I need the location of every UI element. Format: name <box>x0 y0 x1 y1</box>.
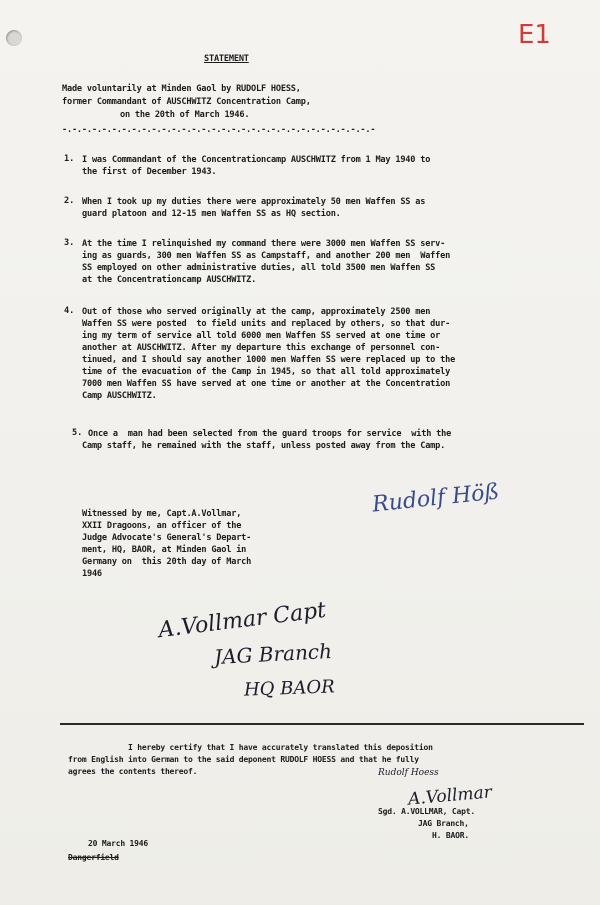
certification-line-1: I hereby certify that I have accurately translated this deposition <box>128 743 433 752</box>
certification-date-struck: Dangerfield <box>68 853 119 862</box>
paragraph-5-number: 5. <box>72 428 83 438</box>
horizontal-rule <box>60 723 584 725</box>
certification-small-signature: Rudolf Hoess <box>378 768 439 778</box>
separator-line: -.-.-.-.-.-.-.-.-.-.-.-.-.-.-.-.-.-.-.-.-.-.-.-.-.-.-.-.-.-.-.- <box>62 125 376 135</box>
intro-line-1: Made voluntarily at Minden Gaol by RUDOLF HOESS, <box>62 84 301 94</box>
witness-line-3: Judge Advocate's General's Depart- <box>82 533 252 543</box>
punch-hole <box>6 30 22 46</box>
certification-line-2: from English into German to the said deponent RUDOLF HOESS and that he fully <box>68 755 419 764</box>
certification-signed-line-3: H. BAOR. <box>432 831 469 840</box>
paragraph-3-line-1: At the time I relinquished my command there were 3000 men Waffen SS serv- <box>82 239 446 249</box>
paragraph-4-line-6: time of the evacuation of the Camp in 1945, so that all told approximately <box>82 367 451 377</box>
certification-signed-line-1: Sgd. A.VOLLMAR, Capt. <box>378 807 475 816</box>
corner-mark: E1 <box>518 20 551 50</box>
paragraph-4-line-3: ing my term of service all told 6000 men Waffen SS served at one time or <box>82 331 441 341</box>
paragraph-2-number: 2. <box>64 196 75 206</box>
paragraph-3-number: 3. <box>64 238 75 248</box>
paragraph-5-line-1: Once a man had been selected from the guard troops for service with the <box>88 429 452 439</box>
paragraph-2-line-2: guard platoon and 12-15 men Waffen SS as HQ section. <box>82 209 341 219</box>
paragraph-4-line-1: Out of those who served originally at the camp, approximately 2500 men <box>82 307 431 317</box>
paragraph-4-line-7: 7000 men Waffen SS have served at one time or another at the Concentration <box>82 379 451 389</box>
paragraph-1-number: 1. <box>64 154 75 164</box>
signature-vollmar-name: A.Vollmar Capt <box>157 597 328 644</box>
paragraph-4-line-2: Waffen SS were posted to field units and replaced by others, so that dur- <box>82 319 451 329</box>
paragraph-3-line-4: at the Concentrationcamp AUSCHWITZ. <box>82 275 257 285</box>
paragraph-4-line-5: tinued, and I should say another 1000 men Waffen SS were replaced up to the <box>82 355 456 365</box>
paragraph-3-line-3: SS employed on other administrative duties, all told 3500 men Waffen SS <box>82 263 436 273</box>
paragraph-4-line-8: Camp AUSCHWITZ. <box>82 391 157 401</box>
paragraph-4-number: 4. <box>64 306 75 316</box>
certification-line-3: agrees the contents thereof. <box>68 767 198 776</box>
paragraph-3-line-2: ing as guards, 300 men Waffen SS as Campstaff, and another 200 men Waffen <box>82 251 451 261</box>
signature-vollmar-hq: HQ BAOR <box>243 676 336 701</box>
intro-line-3: on the 20th of March 1946. <box>120 110 250 120</box>
signature-hoess: Rudolf Höß <box>371 479 501 518</box>
witness-line-4: ment, HQ, BAOR, at Minden Gaol in <box>82 545 247 555</box>
paragraph-1-line-2: the first of December 1943. <box>82 167 217 177</box>
witness-line-5: Germany on this 20th day of March <box>82 557 252 567</box>
paragraph-4-line-4: another at AUSCHWITZ. After my departure this exchange of personnel con- <box>82 343 441 353</box>
signature-vollmar-branch: JAG Branch <box>213 638 333 670</box>
witness-line-2: XXII Dragoons, an officer of the <box>82 521 242 531</box>
paragraph-2-line-1: When I took up my duties there were approximately 50 men Waffen SS as <box>82 197 426 207</box>
witness-line-6: 1946 <box>82 569 102 579</box>
witness-line-1: Witnessed by me, Capt.A.Vollmar, <box>82 509 242 519</box>
document-title: STATEMENT <box>204 54 249 64</box>
certification-date: 20 March 1946 <box>88 839 149 848</box>
certification-signed-line-2: JAG Branch, <box>418 819 469 828</box>
paragraph-5-line-2: Camp staff, he remained with the staff, unless posted away from the Camp. <box>82 441 446 451</box>
certification-signature-handwritten: A.Vollmar <box>407 782 493 810</box>
paragraph-1-line-1: I was Commandant of the Concentrationcamp AUSCHWITZ from 1 May 1940 to <box>82 155 431 165</box>
intro-line-2: former Commandant of AUSCHWITZ Concentration Camp, <box>62 97 311 107</box>
